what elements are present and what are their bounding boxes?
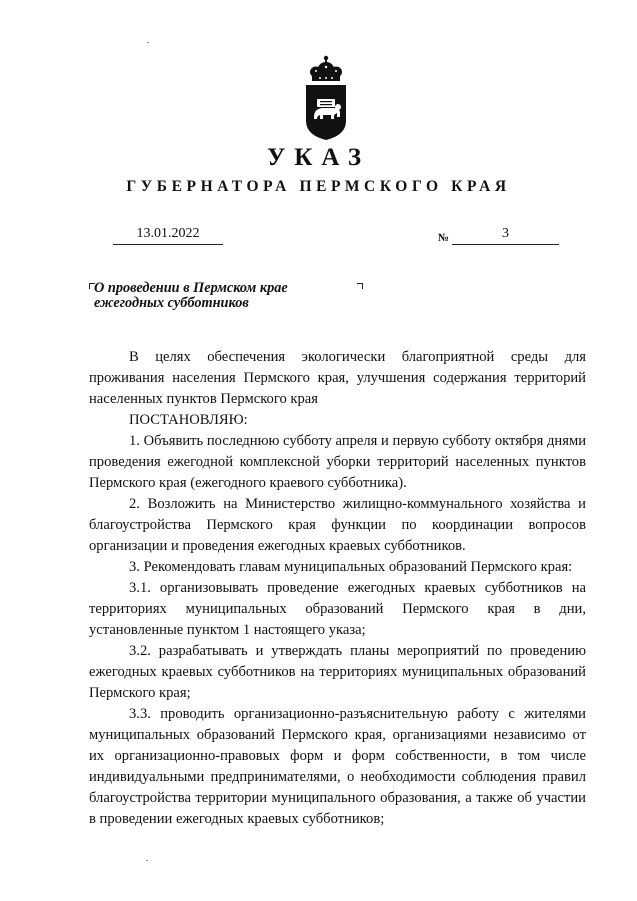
document-subtitle: ГУБЕРНАТОРА ПЕРМСКОГО КРАЯ <box>126 178 511 195</box>
scan-speck <box>146 860 148 861</box>
paragraph-item-3: 3. Рекомендовать главам муниципальных образований Пермского края: <box>129 559 573 575</box>
subject-bracket-right <box>357 283 363 289</box>
document-title: УКАЗ <box>266 144 371 171</box>
number-label: № <box>438 232 450 244</box>
coat-of-arms-icon <box>301 55 351 141</box>
paragraph-item-3-3: 3.3. проводить организационно-разъяснительную работу с жителями муниципальных образований Пермского края, организациями независимо от их организационно-правовых форм и форм собственности, в том числе индивидуальными предпринимателями, о необходимости соблюдения правил благоустройства территории муниципального образования, а также об участии в проведении ежегодных краевых субботников; <box>89 706 586 827</box>
paragraph-item-1: 1. Объявить последнюю субботу апреля и первую субботу октября днями проведения ежегодной комплексной уборки территорий населенных пунктов Пермского края (ежегодного краевого субботника). <box>89 433 586 491</box>
paragraph-decree: ПОСТАНОВЛЯЮ: <box>129 412 248 428</box>
document-body <box>89 347 586 830</box>
paragraph-item-3-2: 3.2. разрабатывать и утверждать планы мероприятий по проведению ежегодных краевых субботников на территориях муниципальных образований Пермского края; <box>89 643 586 701</box>
document-number: 3 <box>452 226 559 245</box>
paragraph-preamble: В целях обеспечения экологически благоприятной среды для проживания населения Пермского края, улучшения содержания территорий населенных пунктов Пермского края <box>89 349 586 407</box>
document-date: 13.01.2022 <box>113 226 223 245</box>
paragraph-item-3-1: 3.1. организовывать проведение ежегодных краевых субботников на территориях муниципальных образований Пермского края в дни, установленные пунктом 1 настоящего указа; <box>89 580 586 638</box>
paragraph-item-2: 2. Возложить на Министерство жилищно-коммунального хозяйства и благоустройства Пермского края функции по координации вопросов организации и проведения ежегодных краевых субботников. <box>89 496 586 554</box>
scan-speck <box>147 42 149 43</box>
document-subject: О проведении в Пермском крае ежегодных субботников <box>94 280 288 311</box>
